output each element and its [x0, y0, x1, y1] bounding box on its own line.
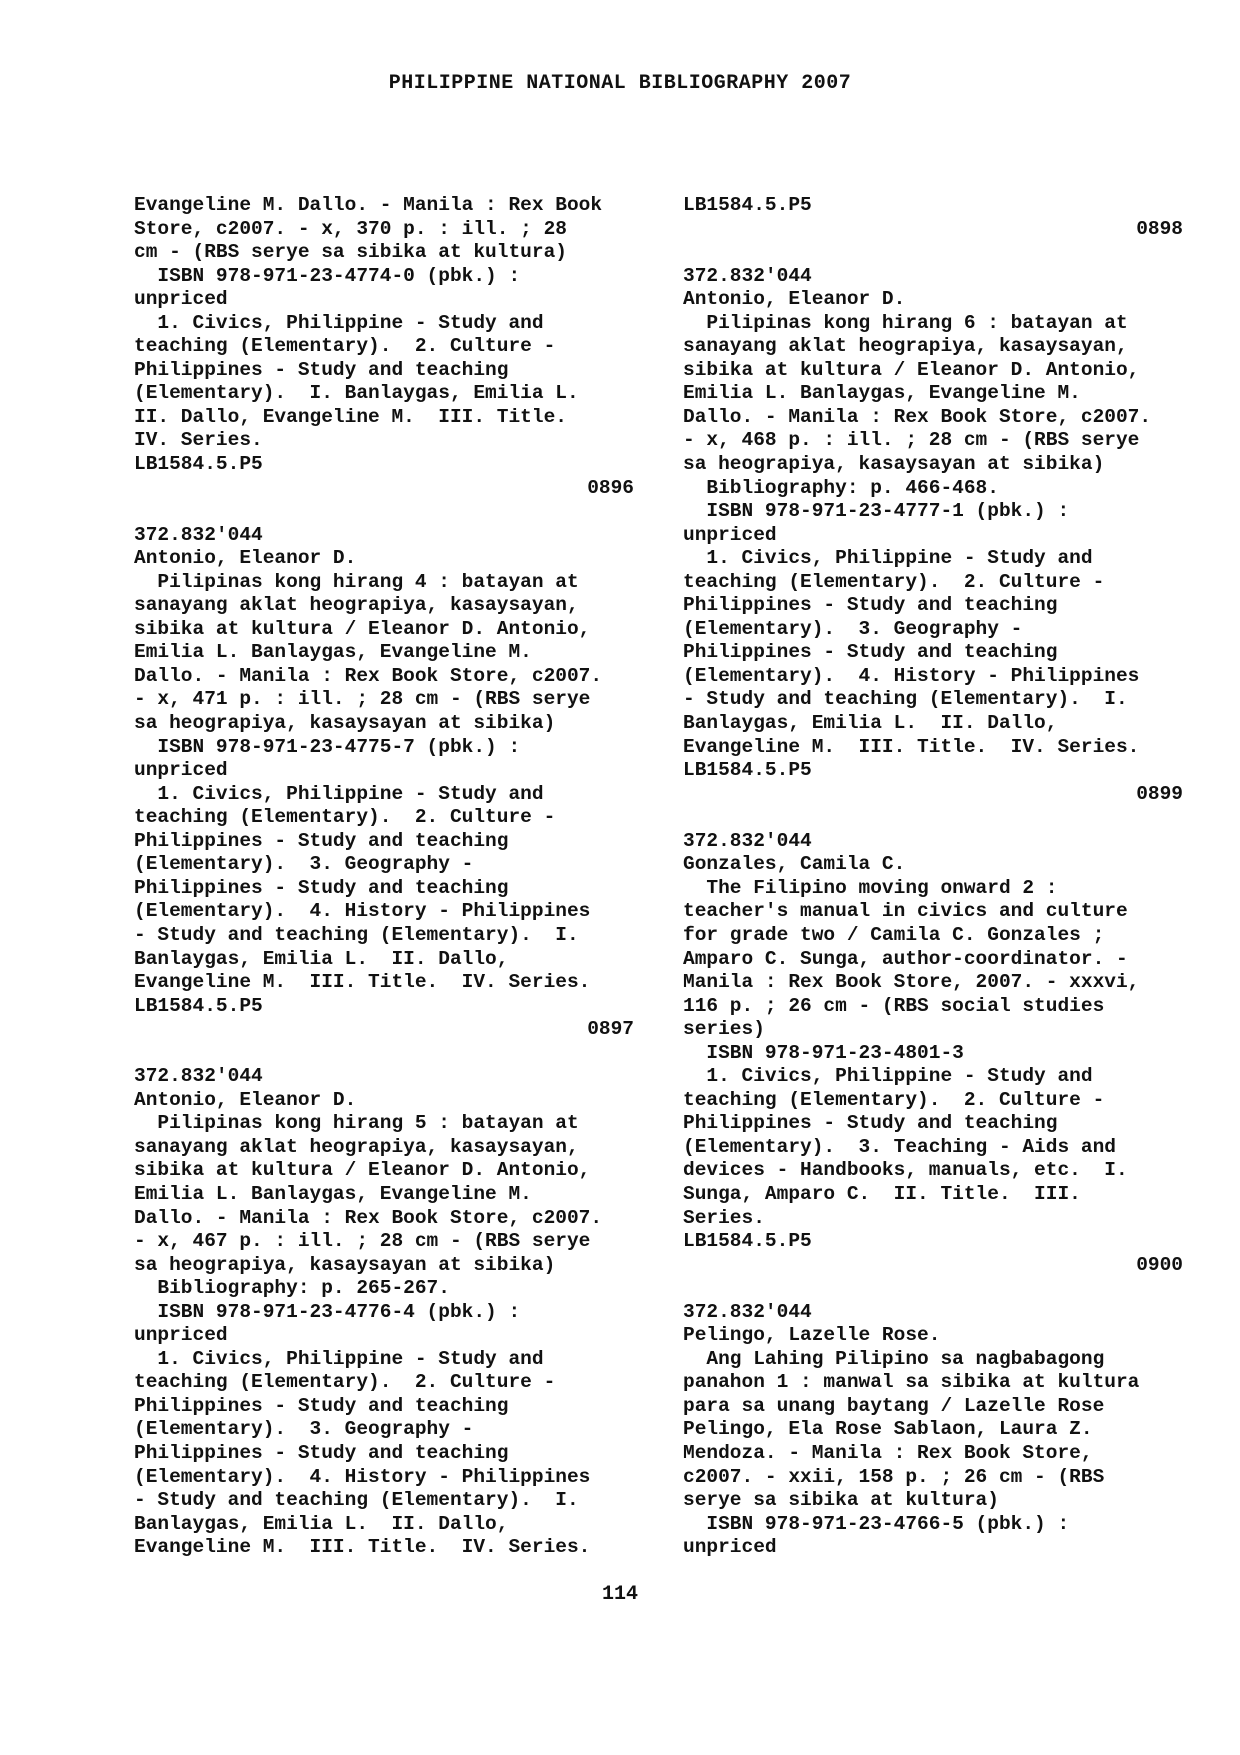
text-line: panahon 1 : manwal sa sibika at kultura — [683, 1371, 1140, 1394]
text-line: 1. Civics, Philippine - Study and — [683, 547, 1093, 570]
right-column — [683, 194, 1183, 1560]
text-line: Evangeline M. Dallo. - Manila : Rex Book — [134, 194, 603, 216]
text-line: sibika at kultura / Eleanor D. Antonio, — [683, 358, 1140, 381]
text-line: LB1584.5.P5 — [134, 994, 263, 1017]
text-line: 1. Civics, Philippine - Study and — [134, 782, 544, 805]
text-line: (Elementary). 4. History - Philippines — [683, 664, 1140, 687]
text-line: Sunga, Amparo C. II. Title. III. — [683, 1182, 1081, 1205]
text-line: Dallo. - Manila : Rex Book Store, c2007. — [134, 1206, 603, 1229]
page-header: PHILIPPINE NATIONAL BIBLIOGRAPHY 2007 — [388, 72, 852, 95]
text-line: sanayang aklat heograpiya, kasaysayan, — [683, 335, 1128, 358]
text-line: Antonio, Eleanor D. — [134, 547, 357, 570]
text-line: Bibliography: p. 466-468. — [683, 476, 999, 499]
text-line: Dallo. - Manila : Rex Book Store, c2007. — [683, 405, 1152, 428]
text-line: sanayang aklat heograpiya, kasaysayan, — [134, 1135, 579, 1158]
text-line: Antonio, Eleanor D. — [683, 288, 906, 311]
text-line: (Elementary). 3. Geography - — [134, 1418, 474, 1441]
blank-line — [683, 1277, 1183, 1301]
text-line: Manila : Rex Book Store, 2007. - xxxvi, — [683, 971, 1140, 994]
text-line: Emilia L. Banlaygas, Evangeline M. — [683, 382, 1081, 405]
text-line: 116 p. ; 26 cm - (RBS social studies — [683, 994, 1105, 1017]
text-line: Philippines - Study and teaching — [134, 876, 509, 899]
text-line: (Elementary). I. Banlaygas, Emilia L. — [134, 382, 579, 405]
text-line: ISBN 978-971-23-4775-7 (pbk.) : — [134, 735, 521, 758]
text-line: 1. Civics, Philippine - Study and — [134, 1347, 544, 1370]
text-line: Pelingo, Lazelle Rose. — [683, 1324, 941, 1347]
text-line: Emilia L. Banlaygas, Evangeline M. — [134, 1182, 532, 1205]
text-line: unpriced — [134, 288, 228, 311]
text-line: teaching (Elementary). 2. Culture - — [134, 1371, 556, 1394]
text-line: (Elementary). 4. History - Philippines — [134, 1465, 591, 1488]
text-line: Evangeline M. III. Title. IV. Series. — [683, 735, 1140, 758]
text-line: Bibliography: p. 265-267. — [134, 1277, 450, 1300]
text-line: Amparo C. Sunga, author-coordinator. - — [683, 947, 1128, 970]
text-line: unpriced — [134, 1324, 228, 1347]
text-line: ISBN 978-971-23-4801-3 — [683, 1041, 964, 1064]
text-line: LB1584.5.P5 — [134, 453, 263, 476]
text-line: LB1584.5.P5 — [683, 1230, 812, 1253]
text-line: (Elementary). 3. Teaching - Aids and — [683, 1135, 1116, 1158]
text-line: sa heograpiya, kasaysayan at sibika) — [683, 453, 1105, 476]
text-line: 372.832'044 — [134, 523, 263, 546]
text-line: Series. — [683, 1206, 765, 1229]
text-line: (Elementary). 3. Geography - — [683, 617, 1023, 640]
text-line: The Filipino moving onward 2 : — [683, 876, 1058, 899]
text-line: - x, 468 p. : ill. ; 28 cm - (RBS serye — [683, 429, 1140, 452]
text-line: Emilia L. Banlaygas, Evangeline M. — [134, 641, 532, 664]
text-line: Gonzales, Camila C. — [683, 853, 906, 876]
text-line: Philippines - Study and teaching — [134, 829, 509, 852]
text-line: Dallo. - Manila : Rex Book Store, c2007. — [134, 664, 603, 687]
text-line: 1. Civics, Philippine - Study and — [683, 1065, 1093, 1088]
text-line: - x, 467 p. : ill. ; 28 cm - (RBS serye — [134, 1230, 591, 1253]
text-line: unpriced — [683, 523, 777, 546]
text-line: teaching (Elementary). 2. Culture - — [683, 1088, 1105, 1111]
text-line: Evangeline M. III. Title. IV. Series. — [134, 1536, 591, 1559]
text-line: Philippines - Study and teaching — [134, 1394, 509, 1417]
text-line: II. Dallo, Evangeline M. III. Title. — [134, 405, 567, 428]
text-line: for grade two / Camila C. Gonzales ; — [683, 923, 1105, 946]
text-line: Pilipinas kong hirang 6 : batayan at — [683, 311, 1128, 334]
entry-number: 0899 — [1136, 782, 1183, 805]
text-line: sa heograpiya, kasaysayan at sibika) — [134, 1253, 556, 1276]
text-line: Philippines - Study and teaching — [683, 594, 1058, 617]
text-line: - x, 471 p. : ill. ; 28 cm - (RBS serye — [134, 688, 591, 711]
text-line: Mendoza. - Manila : Rex Book Store, — [683, 1441, 1093, 1464]
entry-number: 0897 — [587, 1018, 634, 1041]
text-line: Ang Lahing Pilipino sa nagbabagong — [683, 1347, 1105, 1370]
text-line: sibika at kultura / Eleanor D. Antonio, — [134, 617, 591, 640]
text-line: 372.832'044 — [683, 1300, 812, 1323]
text-line: ISBN 978-971-23-4766-5 (pbk.) : — [683, 1512, 1070, 1535]
text-line: teaching (Elementary). 2. Culture - — [134, 335, 556, 358]
text-line: - Study and teaching (Elementary). I. — [134, 923, 579, 946]
text-line: 372.832'044 — [683, 829, 812, 852]
text-line: Antonio, Eleanor D. — [134, 1088, 357, 1111]
text-line: Banlaygas, Emilia L. II. Dallo, — [134, 947, 509, 970]
text-line: (Elementary). 3. Geography - — [134, 853, 474, 876]
text-line: - Study and teaching (Elementary). I. — [683, 688, 1128, 711]
text-line: Pelingo, Ela Rose Sablaon, Laura Z. — [683, 1418, 1093, 1441]
text-line: sibika at kultura / Eleanor D. Antonio, — [134, 1159, 591, 1182]
text-line: ISBN 978-971-23-4777-1 (pbk.) : — [683, 500, 1070, 523]
text-line: Store, c2007. - x, 370 p. : ill. ; 28 — [134, 217, 567, 240]
text-line: ISBN 978-971-23-4774-0 (pbk.) : — [134, 264, 521, 287]
text-line: Philippines - Study and teaching — [134, 1441, 509, 1464]
text-line: Pilipinas kong hirang 5 : batayan at — [134, 1112, 579, 1135]
text-line: ISBN 978-971-23-4776-4 (pbk.) : — [134, 1300, 521, 1323]
text-line: sa heograpiya, kasaysayan at sibika) — [134, 712, 556, 735]
entry-number: 0900 — [1136, 1253, 1183, 1276]
text-line: devices - Handbooks, manuals, etc. I. — [683, 1159, 1128, 1182]
text-line: LB1584.5.P5 — [683, 194, 812, 216]
text-line: unpriced — [683, 1536, 777, 1559]
text-line: (Elementary). 4. History - Philippines — [134, 900, 591, 923]
text-line: teacher's manual in civics and culture — [683, 900, 1128, 923]
text-line: serye sa sibika at kultura) — [683, 1489, 999, 1512]
text-line: series) — [683, 1018, 765, 1041]
text-line: - Study and teaching (Elementary). I. — [134, 1489, 579, 1512]
blank-line — [134, 1042, 634, 1066]
text-line: cm - (RBS serye sa sibika at kultura) — [134, 241, 567, 264]
entry-number: 0898 — [1136, 217, 1183, 240]
text-line: Banlaygas, Emilia L. II. Dallo, — [134, 1512, 509, 1535]
text-line: c2007. - xxii, 158 p. ; 26 cm - (RBS — [683, 1465, 1105, 1488]
text-line: teaching (Elementary). 2. Culture - — [683, 570, 1105, 593]
text-line: IV. Series. — [134, 429, 263, 452]
text-line: LB1584.5.P5 — [683, 759, 812, 782]
entry-number: 0896 — [587, 476, 634, 499]
text-line: 1. Civics, Philippine - Study and — [134, 311, 544, 334]
text-line: Evangeline M. III. Title. IV. Series. — [134, 971, 591, 994]
blank-line — [683, 806, 1183, 830]
page-number: 114 — [601, 1583, 638, 1606]
text-line: unpriced — [134, 759, 228, 782]
text-line: 372.832'044 — [683, 264, 812, 287]
text-line: Pilipinas kong hirang 4 : batayan at — [134, 570, 579, 593]
left-column — [134, 194, 634, 1560]
text-line: Philippines - Study and teaching — [683, 1112, 1058, 1135]
text-line: 372.832'044 — [134, 1065, 263, 1088]
text-line: Philippines - Study and teaching — [134, 358, 509, 381]
text-line: Banlaygas, Emilia L. II. Dallo, — [683, 712, 1058, 735]
text-line: teaching (Elementary). 2. Culture - — [134, 806, 556, 829]
text-line: para sa unang baytang / Lazelle Rose — [683, 1394, 1105, 1417]
text-line: Philippines - Study and teaching — [683, 641, 1058, 664]
text-line: sanayang aklat heograpiya, kasaysayan, — [134, 594, 579, 617]
blank-line — [683, 241, 1183, 265]
blank-line — [134, 500, 634, 524]
